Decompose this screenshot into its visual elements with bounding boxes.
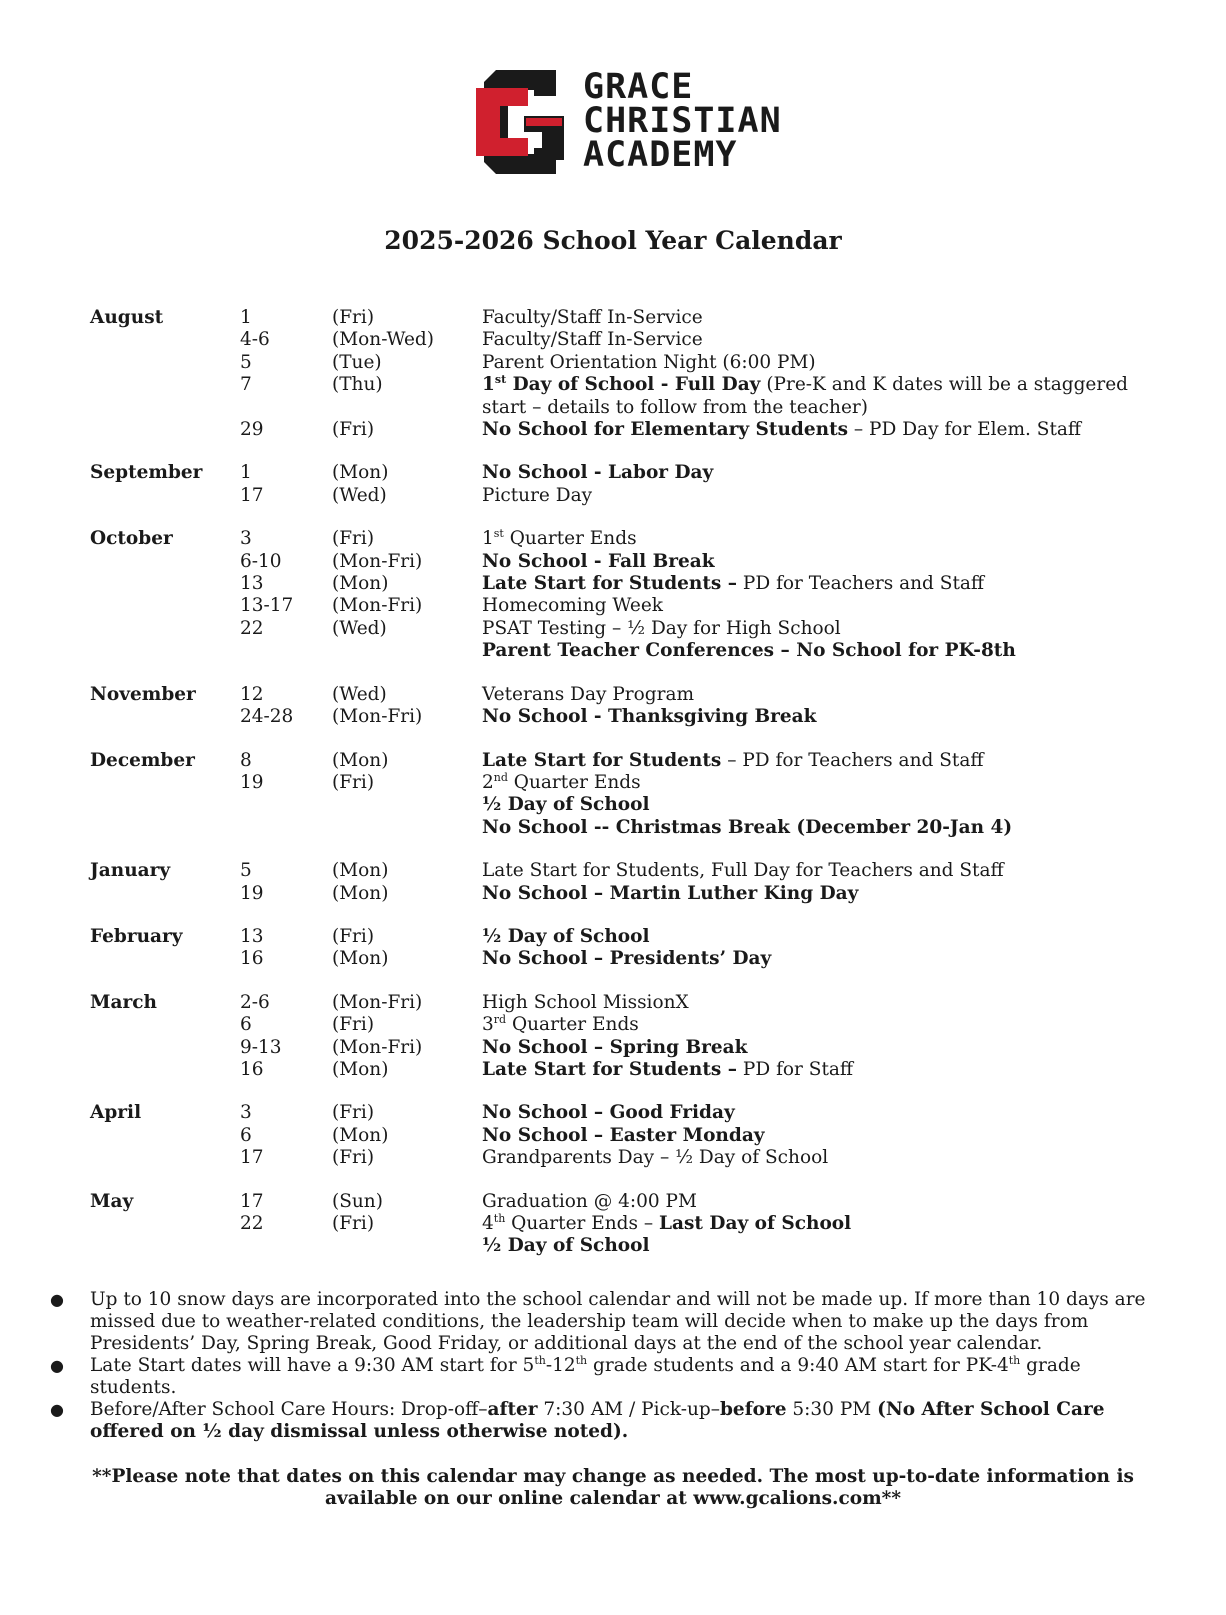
calendar-row — [90, 794, 1190, 816]
month-label: December — [90, 749, 195, 771]
day-cell: 22 — [240, 1213, 264, 1234]
event-cell: Faculty/Staff In-Service — [482, 329, 703, 351]
month-group-january — [90, 860, 1190, 905]
school-logo — [476, 66, 796, 178]
month-label — [90, 1235, 240, 1257]
event-cell: No School -- Christmas Break (December 20-Jan 4) — [482, 816, 1013, 838]
calendar-row — [90, 618, 1190, 640]
calendar-row — [90, 1037, 1190, 1059]
calendar-table — [90, 307, 1190, 1279]
note-item — [50, 1355, 1190, 1399]
weekday-cell — [332, 794, 482, 816]
weekday-cell: (Thu) — [332, 374, 383, 396]
calendar-row — [90, 883, 1190, 905]
event-cell: No School - Fall Break — [482, 550, 715, 572]
month-group-may — [90, 1191, 1190, 1258]
day-cell: 13 — [240, 925, 264, 947]
weekday-cell: (Mon-Fri) — [332, 595, 423, 617]
day-cell: 6 — [240, 1014, 252, 1036]
day-cell: 13-17 — [240, 595, 294, 617]
note-item — [50, 1399, 1190, 1443]
event-cell: Grandparents Day – ½ Day of School — [482, 1147, 829, 1169]
event-cell: ½ Day of School — [482, 1235, 650, 1257]
day-cell: 17 — [240, 484, 264, 506]
event-cell: 1st Day of School - Full Day (Pre-K and K dates will be a staggered start – details to follow from the teacher) — [482, 373, 1128, 418]
weekday-cell: (Wed) — [332, 617, 387, 639]
note-item — [50, 1289, 1190, 1355]
weekday-cell: (Wed) — [332, 484, 387, 506]
calendar-row — [90, 485, 1190, 507]
calendar-row — [90, 750, 1190, 772]
weekday-cell: (Mon-Wed) — [332, 329, 434, 351]
calendar-row — [90, 419, 1190, 441]
event-cell: Late Start for Students – PD for Teachers and Staff — [482, 573, 985, 595]
logo-line-grace: GRACE — [583, 67, 694, 107]
calendar-row — [90, 684, 1190, 706]
month-label — [90, 352, 240, 374]
calendar-row — [90, 528, 1190, 550]
month-label: May — [90, 1190, 134, 1212]
event-cell: 1st Quarter Ends — [482, 527, 637, 550]
weekday-cell: (Mon) — [332, 1058, 389, 1080]
day-cell: 24-28 — [240, 706, 294, 728]
day-cell: 12 — [240, 683, 264, 705]
calendar-row — [90, 706, 1190, 728]
calendar-row — [90, 1235, 1190, 1257]
note-text: Before/After School Care Hours: Drop-off–after 7:30 AM / Pick-up–before 5:30 PM (No After School Care offered on ½ day dismissal unless otherwise noted). — [90, 1399, 1105, 1442]
event-cell: Faculty/Staff In-Service — [482, 307, 703, 328]
month-label — [90, 794, 240, 816]
weekday-cell — [332, 817, 482, 839]
event-cell: 4th Quarter Ends – Last Day of School — [482, 1211, 852, 1234]
month-label: November — [90, 683, 196, 705]
calendar-row — [90, 1125, 1190, 1147]
weekday-cell: (Fri) — [332, 1213, 375, 1234]
notes-list — [50, 1289, 1190, 1443]
calendar-row — [90, 926, 1190, 948]
month-label — [90, 618, 240, 640]
weekday-cell: (Mon) — [332, 749, 389, 771]
event-cell: Late Start for Students, Full Day for Teachers and Staff — [482, 860, 1004, 882]
month-label — [90, 706, 240, 728]
month-label — [90, 573, 240, 595]
month-label — [90, 817, 240, 839]
weekday-cell: (Fri) — [332, 925, 375, 947]
footer-line-1: **Please note that dates on this calendar may change as needed. The most up-to-date information is — [92, 1466, 1134, 1487]
month-label: October — [90, 528, 173, 550]
day-cell: 8 — [240, 749, 252, 771]
calendar-row — [90, 1102, 1190, 1124]
weekday-cell: (Mon) — [332, 573, 389, 595]
weekday-cell: (Mon) — [332, 948, 389, 970]
weekday-cell: (Mon-Fri) — [332, 706, 423, 728]
day-cell — [240, 817, 332, 839]
month-label: September — [90, 462, 203, 484]
event-cell: High School MissionX — [482, 991, 689, 1013]
day-cell: 7 — [240, 374, 252, 396]
weekday-cell: (Sun) — [332, 1190, 383, 1212]
calendar-row — [90, 307, 1190, 329]
weekday-cell: (Mon) — [332, 462, 389, 484]
day-cell: 29 — [240, 419, 264, 441]
weekday-cell: (Mon-Fri) — [332, 550, 423, 572]
weekday-cell: (Fri) — [332, 1147, 375, 1169]
month-group-november — [90, 684, 1190, 729]
event-cell: No School – Good Friday — [482, 1102, 735, 1124]
day-cell: 17 — [240, 1190, 264, 1212]
month-label — [90, 595, 240, 617]
calendar-row — [90, 1147, 1190, 1169]
weekday-cell: (Fri) — [332, 307, 375, 328]
day-cell: 6 — [240, 1124, 252, 1146]
event-cell: 3rd Quarter Ends — [482, 1013, 639, 1036]
month-group-august — [90, 307, 1190, 441]
event-cell: Parent Teacher Conferences – No School for PK-8th — [482, 640, 1016, 662]
weekday-cell — [332, 1235, 482, 1257]
bullet-icon: ● — [50, 1400, 64, 1419]
event-cell: Picture Day — [482, 484, 593, 506]
calendar-row — [90, 860, 1190, 882]
day-cell: 16 — [240, 1058, 264, 1080]
logo-line-academy: ACADEMY — [583, 135, 738, 175]
gc-monogram-icon — [476, 66, 576, 178]
month-label: August — [90, 307, 164, 328]
month-label — [90, 374, 240, 419]
calendar-row — [90, 1014, 1190, 1036]
event-cell: Homecoming Week — [482, 595, 663, 617]
weekday-cell: (Fri) — [332, 771, 375, 793]
month-group-september — [90, 462, 1190, 507]
day-cell: 1 — [240, 307, 252, 328]
month-label — [90, 1059, 240, 1081]
day-cell: 6-10 — [240, 550, 282, 572]
month-label — [90, 1125, 240, 1147]
footer-line-2: available on our online calendar at www.gcalions.com** — [324, 1488, 901, 1509]
month-label — [90, 1213, 240, 1235]
day-cell: 16 — [240, 948, 264, 970]
day-cell — [240, 640, 332, 662]
month-label — [90, 772, 240, 794]
event-cell: No School for Elementary Students – PD Day for Elem. Staff — [482, 419, 1082, 441]
event-cell: Graduation @ 4:00 PM — [482, 1190, 697, 1212]
month-label — [90, 1147, 240, 1169]
calendar-row — [90, 329, 1190, 351]
weekday-cell: (Fri) — [332, 419, 375, 441]
calendar-row — [90, 817, 1190, 839]
day-cell: 3 — [240, 1102, 252, 1124]
calendar-row — [90, 948, 1190, 970]
month-label — [90, 948, 240, 970]
day-cell: 13 — [240, 573, 264, 595]
bullet-icon: ● — [50, 1290, 64, 1309]
weekday-cell: (Fri) — [332, 528, 375, 550]
calendar-row — [90, 462, 1190, 484]
day-cell: 4-6 — [240, 329, 270, 351]
event-cell: ½ Day of School — [482, 925, 650, 947]
day-cell — [240, 794, 332, 816]
footer-note — [0, 1466, 1226, 1510]
weekday-cell: (Wed) — [332, 683, 387, 705]
month-label: February — [90, 925, 183, 947]
logo-line-christian: CHRISTIAN — [583, 101, 782, 141]
event-cell: Late Start for Students – PD for Teachers and Staff — [482, 749, 984, 771]
day-cell: 1 — [240, 462, 252, 484]
month-group-march — [90, 992, 1190, 1082]
weekday-cell: (Tue) — [332, 351, 382, 373]
calendar-row — [90, 595, 1190, 617]
event-cell: ½ Day of School — [482, 794, 650, 816]
month-group-october — [90, 528, 1190, 662]
day-cell: 5 — [240, 351, 252, 373]
note-text: Up to 10 snow days are incorporated into the school calendar and will not be made up. If more than 10 days are missed due to weather-related conditions, the leadership team will decide when to make up the days from Presidents’ Day, Spring Break, Good Friday, or additional days at the end of the school year calendar. — [90, 1289, 1146, 1354]
month-label — [90, 640, 240, 662]
logo-wordmark — [583, 67, 782, 175]
month-group-december — [90, 750, 1190, 840]
event-cell: Veterans Day Program — [482, 683, 695, 705]
calendar-row — [90, 1191, 1190, 1213]
event-cell: No School – Spring Break — [482, 1036, 748, 1058]
calendar-row — [90, 1213, 1190, 1235]
event-cell: Parent Orientation Night (6:00 PM) — [482, 351, 816, 373]
day-cell: 17 — [240, 1147, 264, 1169]
bullet-icon: ● — [50, 1356, 64, 1375]
calendar-row — [90, 374, 1190, 419]
weekday-cell: (Mon-Fri) — [332, 1036, 423, 1058]
calendar-row — [90, 352, 1190, 374]
weekday-cell: (Mon) — [332, 1124, 389, 1146]
day-cell: 19 — [240, 771, 264, 793]
day-cell: 3 — [240, 528, 252, 550]
event-cell: PSAT Testing – ½ Day for High School — [482, 617, 841, 639]
month-group-february — [90, 926, 1190, 971]
event-cell: Late Start for Students – PD for Staff — [482, 1058, 854, 1080]
calendar-row — [90, 992, 1190, 1014]
month-label — [90, 1037, 240, 1059]
weekday-cell: (Mon) — [332, 860, 389, 882]
month-label — [90, 329, 240, 351]
day-cell: 2-6 — [240, 991, 270, 1013]
page-title: 2025-2026 School Year Calendar — [384, 226, 842, 255]
event-cell: No School – Martin Luther King Day — [482, 882, 859, 904]
month-label — [90, 551, 240, 573]
month-group-april — [90, 1102, 1190, 1169]
day-cell: 19 — [240, 882, 264, 904]
month-label — [90, 883, 240, 905]
month-label — [90, 485, 240, 507]
month-label — [90, 419, 240, 441]
event-cell: 2nd Quarter Ends — [482, 770, 641, 793]
month-label: March — [90, 991, 157, 1013]
month-label — [90, 1014, 240, 1036]
event-cell: No School – Easter Monday — [482, 1124, 765, 1146]
event-cell: No School - Labor Day — [482, 462, 714, 484]
weekday-cell: (Fri) — [332, 1014, 375, 1036]
day-cell: 9-13 — [240, 1036, 282, 1058]
day-cell: 5 — [240, 860, 252, 882]
weekday-cell: (Mon-Fri) — [332, 991, 423, 1013]
day-cell — [240, 1235, 332, 1257]
event-cell: No School - Thanksgiving Break — [482, 706, 817, 728]
weekday-cell: (Fri) — [332, 1102, 375, 1124]
calendar-row — [90, 551, 1190, 573]
calendar-row — [90, 772, 1190, 794]
day-cell: 22 — [240, 617, 264, 639]
weekday-cell — [332, 640, 482, 662]
month-label: January — [90, 860, 171, 882]
event-cell: No School – Presidents’ Day — [482, 948, 772, 970]
calendar-row — [90, 573, 1190, 595]
month-label: April — [90, 1102, 142, 1124]
weekday-cell: (Mon) — [332, 882, 389, 904]
note-text: Late Start dates will have a 9:30 AM start for 5th-12th grade students and a 9:40 AM start for PK-4th grade students. — [90, 1353, 1081, 1398]
calendar-row — [90, 1059, 1190, 1081]
calendar-row — [90, 640, 1190, 662]
